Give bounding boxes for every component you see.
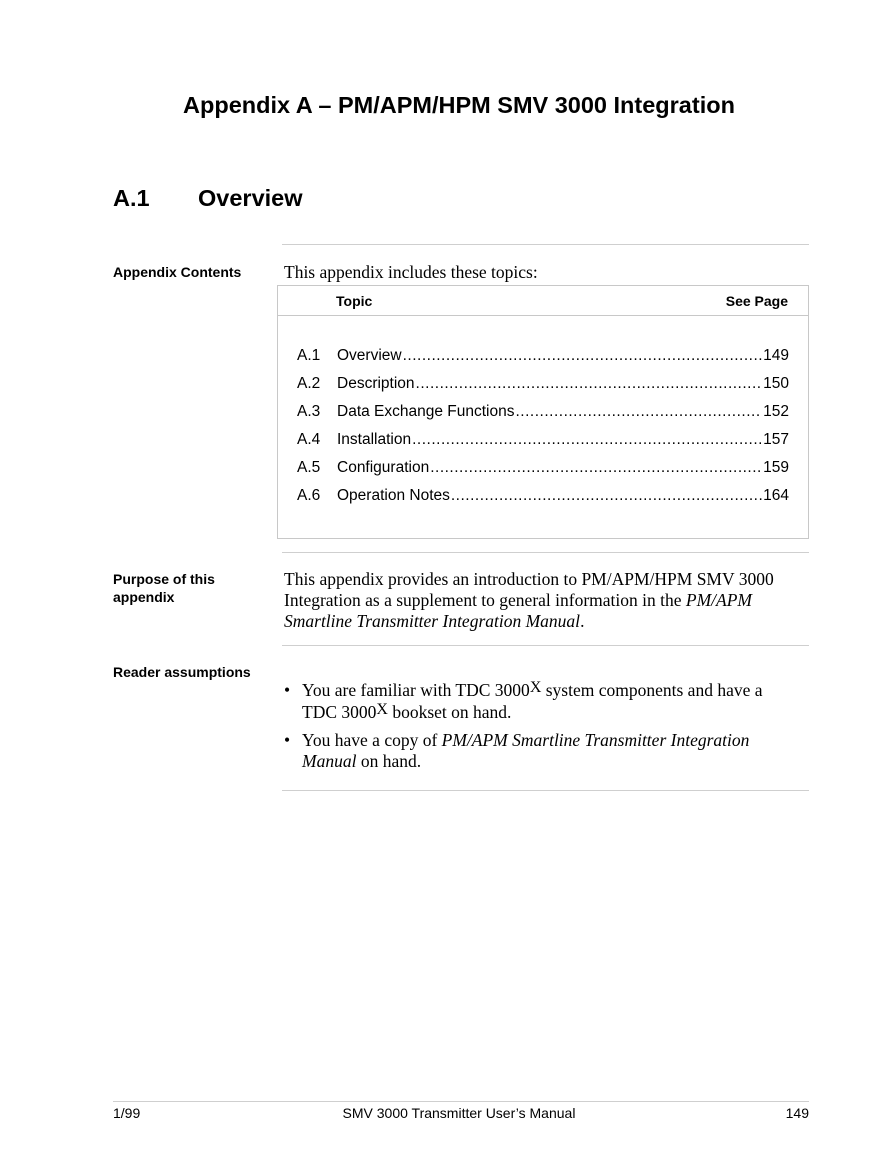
contents-intro: This appendix includes these topics:	[284, 262, 538, 282]
topic-title: Operation Notes	[337, 487, 450, 504]
assumption-text: on hand.	[356, 751, 422, 771]
purpose-label	[113, 571, 263, 606]
topic-page: 152	[763, 403, 789, 420]
purpose-label-line1: Purpose of this	[113, 571, 215, 587]
superscript: X	[376, 701, 388, 718]
page-title: Appendix A – PM/APM/HPM SMV 3000 Integration	[183, 92, 735, 118]
divider	[282, 552, 809, 553]
section-title: Overview	[198, 185, 303, 211]
topic-number: A.3	[297, 403, 321, 420]
topic-number: A.2	[297, 375, 321, 392]
purpose-text-end: .	[580, 611, 585, 631]
footer-manual-title: SMV 3000 Transmitter User’s Manual	[342, 1105, 576, 1121]
assumption-text: You are familiar with TDC 3000	[302, 680, 530, 700]
section-heading	[113, 185, 303, 212]
topic-number: A.6	[297, 487, 321, 504]
divider	[282, 645, 809, 646]
topic-title: Data Exchange Functions	[337, 403, 515, 420]
divider	[282, 244, 809, 245]
footer-divider	[113, 1101, 809, 1102]
topic-page: 149	[763, 347, 789, 364]
topic-page: 157	[763, 431, 789, 448]
table-row	[297, 459, 789, 479]
assumptions-list	[284, 680, 784, 772]
superscript: X	[529, 679, 542, 696]
table-row	[297, 403, 789, 423]
bullet-icon: •	[284, 680, 291, 700]
assumption-text: system components and have a TDC 3000	[302, 680, 763, 722]
topic-number: A.5	[297, 459, 321, 476]
topic-number: A.1	[297, 347, 321, 364]
section-number: A.1	[113, 185, 150, 211]
dot-leader	[516, 403, 763, 421]
footer-date: 1/99	[113, 1105, 141, 1121]
dot-leader	[412, 431, 762, 449]
topic-title: Configuration	[337, 459, 430, 476]
reader-assumptions-label: Reader assumptions	[113, 664, 251, 680]
purpose-paragraph	[284, 569, 804, 632]
topic-column-header: Topic	[336, 293, 373, 309]
topic-page: 159	[763, 459, 789, 476]
see-page-column-header: See Page	[725, 293, 788, 309]
list-item	[284, 680, 784, 724]
manual-title: PM/APM Smartline Transmitter Integration Manual	[284, 590, 752, 631]
dot-leader	[430, 459, 762, 477]
topic-title: Overview	[337, 347, 402, 364]
table-row	[297, 487, 789, 507]
topic-title: Description	[337, 375, 415, 392]
assumption-text: bookset on hand.	[387, 702, 512, 722]
table-row	[297, 431, 789, 451]
dot-leader	[451, 487, 762, 505]
dot-leader	[403, 347, 763, 365]
table-row	[297, 375, 789, 395]
topics-table	[277, 285, 809, 539]
topic-title: Installation	[337, 431, 412, 448]
topic-page: 164	[763, 487, 789, 504]
table-row	[297, 347, 789, 367]
topic-page: 150	[763, 375, 789, 392]
assumption-text: You have a copy of	[302, 730, 442, 750]
divider	[282, 790, 809, 791]
appendix-contents-label: Appendix Contents	[113, 264, 242, 280]
topic-number: A.4	[297, 431, 321, 448]
purpose-text: This appendix provides an introduction to PM/APM/HPM SMV 3000 Integration as a supplement to general information in the	[284, 569, 774, 610]
table-header	[278, 286, 808, 316]
list-item	[284, 730, 784, 772]
dot-leader	[416, 375, 763, 393]
manual-title: PM/APM Smartline Transmitter Integration Manual	[302, 730, 750, 771]
footer-page-number: 149	[785, 1105, 809, 1121]
bullet-icon: •	[284, 730, 291, 750]
purpose-label-line2: appendix	[113, 588, 175, 605]
